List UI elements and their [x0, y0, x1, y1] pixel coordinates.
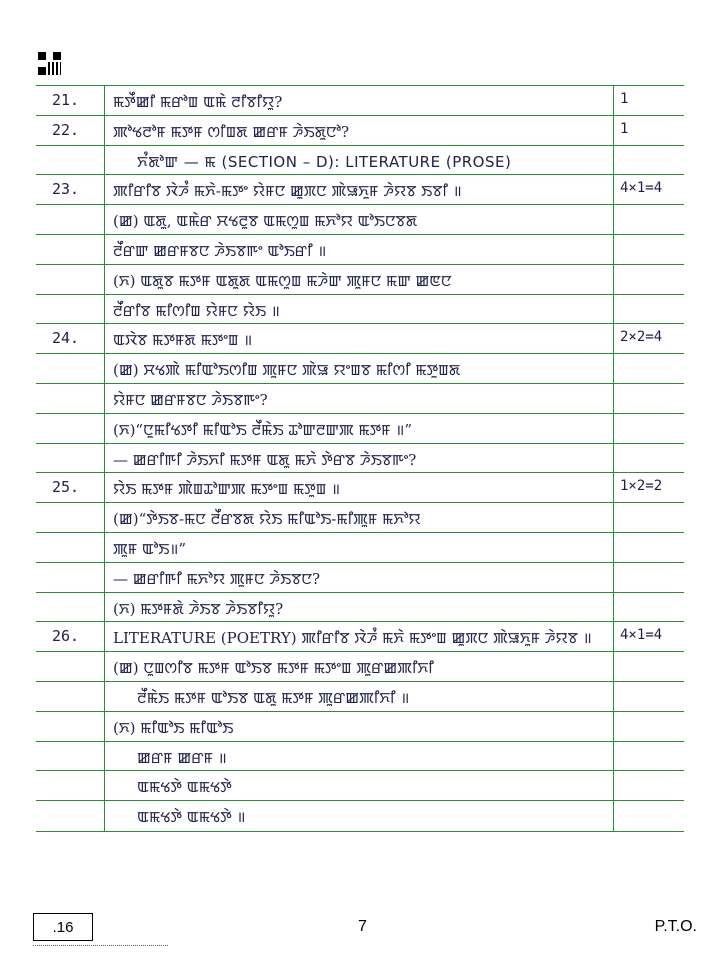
page-number: 7	[358, 918, 367, 935]
question-number	[36, 384, 105, 413]
marks-cell	[614, 563, 684, 592]
marks-cell	[614, 414, 684, 443]
question-number	[36, 742, 105, 771]
question-number	[36, 444, 105, 473]
question-number	[36, 563, 105, 592]
marks-cell	[614, 444, 684, 473]
table-row	[36, 742, 684, 772]
answer-table	[36, 85, 684, 832]
qr-code-icon	[38, 52, 61, 75]
answer-text: ꯄꯤꯔꯤꯕ ꯋꯥꯍꯪ ꯃꯈꯥ-ꯃꯇꯦ ꯌꯥꯝꯅ ꯀꯨꯞꯅ ꯄꯥꯎꯈꯨꯝ ꯍꯥꯌꯕ ꯏꯕꯤ ॥	[105, 175, 614, 204]
table-row	[36, 682, 684, 712]
question-number	[36, 771, 105, 800]
answer-text: ꯑꯋꯥꯕ ꯃꯇꯝꯗ ꯃꯇꯦꯡ ॥	[105, 324, 614, 353]
question-number	[36, 414, 105, 443]
marks-cell: 1	[620, 120, 629, 137]
answer-text: ꯈꯪꯗꯣꯛ — ꯃ (SECTION – D): LITERATURE (PROSE)	[105, 146, 614, 175]
answer-text: (ꯀ) ꯆꯠꯄꯥ ꯃꯤꯑꯣꯏꯁꯤꯡ ꯄꯨꯝꯅ ꯄꯥꯎ ꯌꯦꯡꯕ ꯃꯤꯁꯤ ꯃꯇꯨꯡꯗ	[105, 354, 614, 383]
answer-text: ꯂꯩꯃꯥꯏ ꯃꯇꯝ ꯑꯣꯏꯕ ꯑꯗꯨ ꯃꯇꯝ ꯄꯨꯔꯀꯄꯤꯈꯤ ॥	[105, 682, 614, 711]
marks-cell	[614, 593, 684, 622]
table-row	[36, 801, 684, 831]
answer-text: ꯌꯥꯏ ꯃꯇꯝ ꯄꯥꯡꯊꯣꯛꯄ ꯃꯇꯦꯡ ꯃꯇꯨꯡ ॥	[105, 473, 614, 502]
table-row	[36, 324, 684, 354]
table-row	[36, 86, 684, 116]
marks-cell	[614, 205, 684, 234]
table-row	[36, 622, 684, 652]
table-row	[36, 116, 684, 146]
answer-text: ꯂꯩꯔꯤꯕ ꯃꯤꯁꯤꯡ ꯌꯥꯝꯅ ꯌꯥꯏ ॥	[105, 295, 614, 324]
table-row	[36, 295, 684, 325]
answer-text: (ꯈ) ꯃꯇꯝꯗꯥ ꯍꯥꯏꯕ ꯍꯥꯏꯕꯤꯌꯨ?	[105, 593, 614, 622]
marks-cell	[614, 354, 684, 383]
marks-cell	[614, 235, 684, 264]
marks-cell	[614, 771, 684, 800]
answer-text: ꯀꯔꯝ ꯀꯔꯝ ॥	[105, 742, 614, 771]
question-number	[36, 593, 105, 622]
table-row	[36, 503, 684, 533]
answer-text: ꯑꯃꯠꯇꯥ ꯑꯃꯠꯇꯥ ॥	[105, 801, 614, 831]
question-number: 23.	[36, 175, 105, 204]
question-number	[36, 146, 105, 175]
table-row	[36, 444, 684, 474]
answer-text: — ꯀꯔꯤꯒꯤ ꯃꯈꯣꯌ ꯄꯨꯝꯅ ꯍꯥꯏꯕꯅ?	[105, 563, 614, 592]
table-row	[36, 712, 684, 742]
question-number	[36, 801, 105, 831]
marks-cell	[614, 801, 684, 831]
question-number	[36, 354, 105, 383]
table-row	[36, 533, 684, 563]
question-number	[36, 235, 105, 264]
table-row	[36, 175, 684, 205]
answer-text: (ꯀ)“ꯇꯥꯏꯕ-ꯃꯅ ꯂꯩꯔꯕꯗ ꯌꯥꯏ ꯃꯤꯑꯣꯏ-ꯃꯤꯄꯨꯝ ꯃꯈꯣꯌ	[105, 503, 614, 532]
table-row	[36, 235, 684, 265]
marks-cell: 2×2=4	[620, 329, 663, 346]
question-number	[36, 503, 105, 532]
paper-code-box	[33, 913, 93, 941]
question-number	[36, 205, 105, 234]
table-row	[36, 354, 684, 384]
marks-cell: 1	[620, 91, 629, 107]
answer-text: (ꯈ) ꯑꯗꯨꯕ ꯃꯇꯝ ꯑꯗꯨꯗ ꯑꯃꯁꯨꯡ ꯃꯍꯥꯛ ꯄꯨꯝꯅ ꯃꯛ ꯀꯟꯅ	[105, 265, 614, 294]
answer-text: (ꯀ) ꯑꯗꯨ, ꯑꯃꯥꯔ ꯆꯠꯂꯨꯕ ꯑꯃꯁꯨꯡ ꯃꯈꯣꯌ ꯑꯣꯏꯅꯕꯗ	[105, 205, 614, 234]
question-number	[36, 295, 105, 324]
answer-text: — ꯀꯔꯤꯒꯤ ꯍꯥꯏꯈꯤ ꯃꯇꯝ ꯑꯗꯨ ꯃꯈꯥ ꯇꯥꯔꯕ ꯍꯥꯏꯕꯒꯦ?	[105, 444, 614, 473]
question-number: 25.	[36, 473, 105, 502]
marks-cell	[614, 533, 684, 562]
answer-text: ꯄꯨꯝ ꯑꯣꯏ॥”	[105, 533, 614, 562]
question-number: 26.	[36, 622, 105, 651]
table-row	[36, 414, 684, 444]
answer-text: ꯃꯇꯩꯀꯤ ꯃꯔꯣꯡ ꯑꯃꯥ ꯂꯤꯕꯤꯌꯨ?	[105, 86, 614, 115]
answer-text: LITERATURE (POETRY) ꯄꯤꯔꯤꯕ ꯋꯥꯍꯪ ꯃꯈꯥ ꯃꯇꯦꯡ ꯀꯨꯞꯅ ꯄꯥꯎꯈꯨꯝ ꯍꯥꯌꯕ ॥	[105, 622, 614, 651]
marks-cell: 4×1=4	[620, 180, 663, 197]
question-number	[36, 712, 105, 741]
marks-cell	[614, 652, 684, 681]
question-number: 24.	[36, 324, 105, 353]
answer-text: ꯑꯃꯠꯇꯥ ꯑꯃꯠꯇꯥ	[105, 771, 614, 800]
question-number: 22.	[36, 116, 105, 145]
paper-code: .16	[52, 918, 74, 936]
marks-cell: 1×2=2	[620, 478, 663, 495]
pto-label: P.T.O.	[654, 918, 697, 935]
answer-text: ꯄꯣꯠꯂꯣꯝ ꯃꯇꯝ ꯁꯤꯡꯗ ꯀꯔꯝ ꯍꯥꯏꯗꯨꯅꯣ?	[105, 116, 614, 145]
question-number: 21.	[36, 86, 105, 115]
marks-cell	[614, 146, 684, 175]
marks-cell	[614, 384, 684, 413]
marks-cell	[614, 265, 684, 294]
table-row	[36, 146, 684, 176]
answer-text: ꯂꯩꯔꯛ ꯀꯔꯝꯕꯅ ꯍꯥꯏꯕꯒꯦ ꯑꯣꯏꯔꯤ ॥	[105, 235, 614, 264]
marks-cell	[614, 295, 684, 324]
marks-cell	[614, 682, 684, 711]
table-row	[36, 771, 684, 801]
question-number	[36, 652, 105, 681]
question-number	[36, 265, 105, 294]
table-row	[36, 563, 684, 593]
answer-text: (ꯈ)“ꯅꯨꯃꯤꯠꯇꯤ ꯃꯤꯑꯣꯏ ꯂꯩꯃꯥꯏ ꯊꯣꯛꯂꯛꯄ ꯃꯇꯝ ॥”	[105, 414, 614, 443]
table-row	[36, 652, 684, 682]
table-row	[36, 384, 684, 414]
answer-text: ꯌꯥꯝꯅ ꯀꯔꯝꯕꯅ ꯍꯥꯏꯕꯒꯦ?	[105, 384, 614, 413]
question-number	[36, 682, 105, 711]
marks-cell: 4×1=4	[620, 627, 663, 644]
table-row	[36, 473, 684, 503]
table-row	[36, 205, 684, 235]
table-row	[36, 265, 684, 295]
marks-cell	[614, 712, 684, 741]
marks-cell	[614, 503, 684, 532]
marks-cell	[614, 742, 684, 771]
answer-text: (ꯈ) ꯃꯤꯑꯣꯏ ꯃꯤꯑꯣꯏ	[105, 712, 614, 741]
question-number	[36, 533, 105, 562]
answer-text: (ꯀ) ꯅꯨꯡꯁꯤꯕ ꯃꯇꯝ ꯑꯣꯏꯕ ꯃꯇꯝ ꯃꯇꯦꯡ ꯄꯨꯔꯀꯄꯤꯈꯤ	[105, 652, 614, 681]
footer-dotted-line	[33, 945, 168, 946]
table-row	[36, 593, 684, 623]
